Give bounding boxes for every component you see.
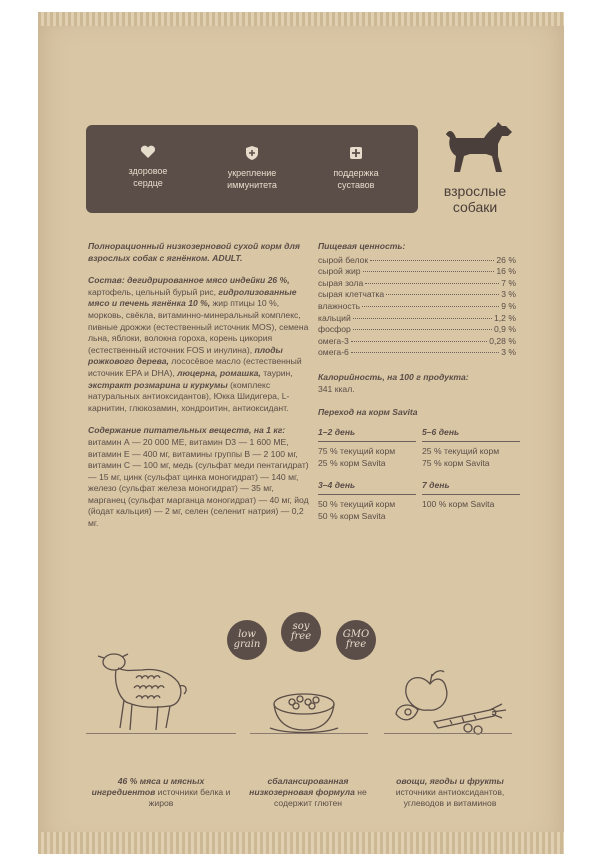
transition-grid: [318, 427, 516, 523]
benefit-line2: иммунитета: [227, 180, 277, 190]
nutrition-row: [318, 266, 516, 278]
shield-icon: [245, 145, 259, 161]
composition-text: картофель, цельный бурый рис,: [88, 286, 219, 297]
benefit-line2: суставов: [337, 180, 375, 190]
badge-line1: low: [238, 629, 256, 640]
nutrition-row: [318, 313, 516, 325]
soy-free-badge: [281, 612, 321, 652]
calories-title: Калорийность, на 100 г продукта:: [318, 371, 469, 382]
nutrient-name: омега-6: [318, 347, 349, 358]
footer-vegetables: [378, 776, 522, 809]
leader-dots: [353, 329, 492, 330]
transition-days: 3–4 день: [318, 480, 416, 496]
leader-dots: [362, 306, 499, 307]
nutrient-value: 0,28 %: [489, 335, 516, 346]
transition-days: 7 день: [422, 480, 520, 496]
vegetables-illustration: [394, 666, 512, 738]
badge-line2: free: [290, 631, 312, 642]
badge-line1: soy: [292, 621, 310, 632]
low-grain-badge: [227, 620, 267, 660]
joint-icon: [348, 145, 364, 161]
transition-line1: 75 % текущий корм: [318, 446, 396, 457]
nutrient-value: 7 %: [501, 277, 516, 288]
transition-step: [318, 427, 416, 470]
transition-days: 1–2 день: [318, 427, 416, 443]
footer-divider: [250, 733, 368, 734]
transition-days: 5–6 день: [422, 427, 520, 443]
nutrition-row: [318, 278, 516, 290]
gmo-free-badge: [336, 620, 376, 660]
nutrient-name: сырой жир: [318, 266, 361, 277]
lamb-illustration: [96, 648, 192, 738]
badge-line2: grain: [233, 639, 261, 650]
nutrition-row: [318, 289, 516, 301]
leader-dots: [365, 283, 499, 284]
nutrition-row: [318, 324, 516, 336]
composition-bold: экстракт розмарина и куркумы: [88, 379, 228, 390]
transition-step: [422, 480, 520, 523]
nutrients: [88, 425, 310, 529]
leader-dots: [353, 318, 492, 319]
transition-line2: 50 % корм Savita: [318, 510, 386, 521]
nutrition-row: [318, 347, 516, 359]
nutrition-table: [318, 255, 516, 359]
nutrient-value: 16 %: [496, 266, 516, 277]
leader-dots: [351, 341, 487, 342]
leader-dots: [363, 271, 495, 272]
composition-label: Состав:: [88, 275, 125, 286]
footer-bold: сбалансированная низкозерновая формула: [249, 776, 355, 797]
composition: [88, 275, 310, 414]
composition-bold: люцерна, ромашка,: [177, 367, 261, 378]
nutrients-label: Содержание питательных веществ, на 1 кг:: [88, 425, 286, 436]
target-line2: собаки: [452, 199, 498, 215]
benefit-immunity: [202, 145, 302, 191]
footer-formula: [238, 776, 378, 809]
composition-text: таурин,: [260, 367, 293, 378]
benefits-banner: [86, 125, 418, 213]
benefit-line1: укрепление: [227, 168, 277, 178]
footer-text: источники белка и жиров: [148, 787, 231, 808]
transition-title: Переход на корм Savita: [318, 407, 418, 418]
nutrient-name: сырая клетчатка: [318, 289, 385, 300]
transition-line1: 50 % текущий корм: [318, 499, 396, 510]
nutrition-column: [318, 241, 516, 522]
nutrient-name: сырая зола: [318, 277, 364, 288]
transition-step: [318, 480, 416, 523]
product-intro: Полнорационный низкозерновой сухой корм для взрослых собак с ягнёнком. ADULT.: [88, 241, 300, 263]
footer-divider: [86, 733, 236, 734]
target-audience: [425, 183, 525, 215]
leader-dots: [351, 352, 499, 353]
composition-text: лососёвое масло (естественный источник EPA и DHA),: [88, 356, 302, 378]
dog-icon: [440, 122, 516, 174]
nutrients-text: витамин А — 20 000 МЕ, витамин D3 — 1 600 МЕ, витамин Е — 400 мг, витамины группы В — 2 100 мг, витамин С — 100 мг, медь (сульфат меди пентагидрат) — 15 мг, цинк (сульфат цинка моногидрат) — 140 мг, железо (сульфат железа моногидрат) — 35 мг, марганец (сульфат марганца моногидрат) — 40 мг, йод (йодат кальция) — 2 мг, селен (селенит натрия) — 0,2 мг.: [88, 436, 309, 529]
badge-line2: free: [345, 639, 367, 650]
footer-bold: 46 % мяса и мясных ингредиентов: [91, 776, 205, 797]
bottom-seal: [38, 832, 564, 854]
nutrient-value: 3 %: [501, 289, 516, 300]
footer-text: источники антиоксидантов, углеводов и витаминов: [395, 787, 505, 808]
transition-line1: 100 % корм Savita: [422, 499, 495, 510]
benefit-line1: поддержка: [333, 168, 379, 178]
badge-line1: GMO: [342, 629, 370, 640]
composition-column: [88, 241, 310, 541]
nutrition-row: [318, 255, 516, 267]
benefit-heart: [98, 145, 198, 189]
transition-line2: 25 % корм Savita: [318, 457, 386, 468]
footer-divider: [384, 733, 512, 734]
nutrient-name: омега-3: [318, 335, 349, 346]
nutrient-name: кальций: [318, 312, 351, 323]
benefit-joints: [306, 145, 406, 191]
nutrient-value: 26 %: [496, 254, 516, 265]
transition-step: [422, 427, 520, 470]
footer-meat: [86, 776, 236, 809]
leader-dots: [370, 260, 494, 261]
nutrient-value: 3 %: [501, 347, 516, 358]
nutrient-name: фосфор: [318, 324, 351, 335]
top-seal: [38, 12, 564, 26]
footer-text: не содержит глютен: [273, 787, 367, 808]
nutrient-name: влажность: [318, 300, 361, 311]
nutrition-row: [318, 336, 516, 348]
footer-bold: овощи, ягоды и фрукты: [396, 776, 504, 786]
composition-bold: дегидрированное мясо индейки 26 %,: [127, 275, 290, 286]
nutrition-title: Пищевая ценность:: [318, 241, 406, 251]
target-line1: взрослые: [443, 183, 507, 199]
calories-value: 341 ккал.: [318, 383, 355, 394]
composition-text: (комплекс натуральных антиоксидантов), Юкка Шидигера, L-карнитин, глюкозамин, хондроитин, антиоксидант.: [88, 379, 290, 413]
nutrient-name: сырой белок: [318, 254, 369, 265]
nutrient-value: 9 %: [501, 300, 516, 311]
nutrient-value: 0,9 %: [494, 324, 516, 335]
nutrient-value: 1,2 %: [494, 312, 516, 323]
transition-line1: 25 % текущий корм: [422, 446, 500, 457]
composition-bold: плоды рожкового дерева,: [88, 344, 283, 367]
benefit-line1: здоровое: [128, 166, 168, 176]
heart-icon: [140, 145, 156, 159]
leader-dots: [386, 294, 499, 295]
nutrition-row: [318, 301, 516, 313]
benefit-line2: сердце: [133, 178, 163, 188]
transition-line2: 75 % корм Savita: [422, 457, 490, 468]
composition-text: жир птицы 10 %, морковь, свёкла, витаминно-минеральный комплекс, пивные дрожжи (естественный источник MOS), семена льна, яблоки, волокна гороха, корень цикория (естественный источник FOS и инулина),: [88, 298, 309, 355]
composition-bold: гидролизованные мясо и печень ягнёнка 10 %,: [88, 286, 297, 309]
food-bowl-illustration: [266, 688, 342, 736]
